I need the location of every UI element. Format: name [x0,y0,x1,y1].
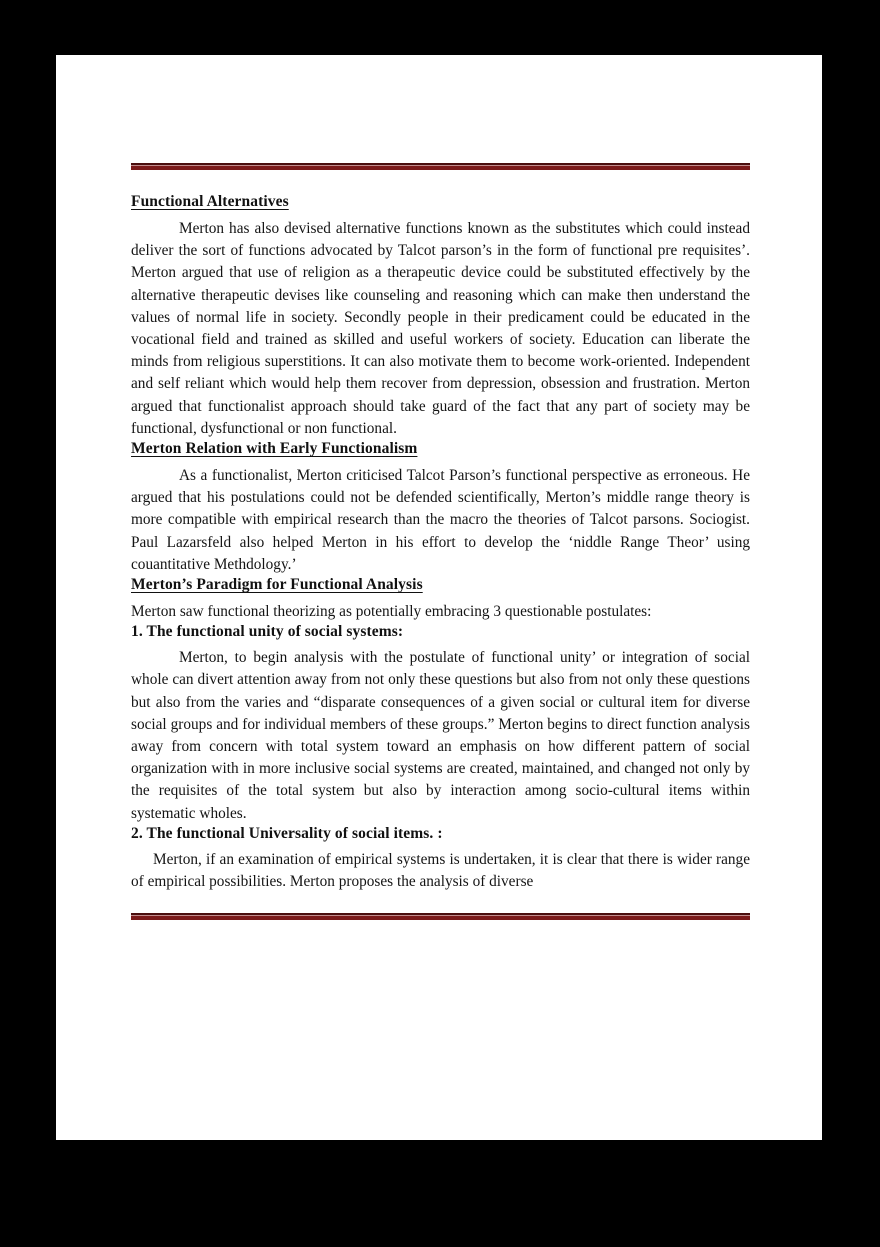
heading-functional-alternatives: Functional Alternatives [131,193,289,210]
document-content [131,163,750,920]
heading-merton-paradigm-functional-analysis: Merton’s Paradigm for Functional Analysis [131,576,423,594]
heading-postulate-one: 1. The functional unity of social systems: [131,623,404,641]
paragraph-postulate-two: Merton, if an examination of empirical systems is undertaken, it is clear that there is wider range of empirical possibilities. Merton proposes the analysis of diverse [131,850,750,891]
bottom-horizontal-rule [131,913,750,920]
heading-postulate-two: 2. The functional Universality of social items. : [131,824,443,842]
paragraph-functional-alternatives: Merton has also devised alternative functions known as the substitutes which could instead deliver the sort of functions advocated by Talcot parson’s in the form of functional pre requisites’. Merton argued that use of religion as a therapeutic device could be substituted effectively by the alternative therapeutic devises like counseling and reasoning which can make then understand the values of normal life in society. Secondly people in their predicament could be educated in the vocational field and trained as skilled and useful workers of society. Education can liberate the minds from religious superstitions. It can also motivate them to become work-oriented. Independent and self reliant which would help them recover from depression, obsession and frustration. Merton argued that functionalist approach should take guard of the fact that any part of society may be functional, dysfunctional or non functional. [131,220,750,437]
top-horizontal-rule [131,163,750,170]
paragraph-postulate-one: Merton, to begin analysis with the postulate of functional unity’ or integration of social whole can divert attention away from not only these questions but also from not only these questions but also from the varies and “disparate consequences of a given social or cultural item for diverse social groups and for individual members of these groups.” Merton begins to direct function analysis away from concern with total system toward an emphasis on how different pattern of social organization with in more inclusive social systems are created, maintained, and changed not only by the requisites of the total system but also by interaction among socio-cultural items within systematic wholes. [131,649,750,822]
paragraph-paradigm-intro: Merton saw functional theorizing as potentially embracing 3 questionable postulates: [131,603,652,621]
heading-merton-relation-early-functionalism: Merton Relation with Early Functionalism [131,440,418,458]
document-page [56,55,822,1140]
paragraph-merton-relation: As a functionalist, Merton criticised Talcot Parson’s functional perspective as erroneous. He argued that his postulations could not be defended scientifically, Merton’s middle range theory is more compatible with empirical research than the macro the theories of Talcot parsons. Sociogist. Paul Lazarsfeld also helped Merton in his effort to develop the ‘niddle Range Theor’ using couantitative Methdology.’ [131,467,750,573]
